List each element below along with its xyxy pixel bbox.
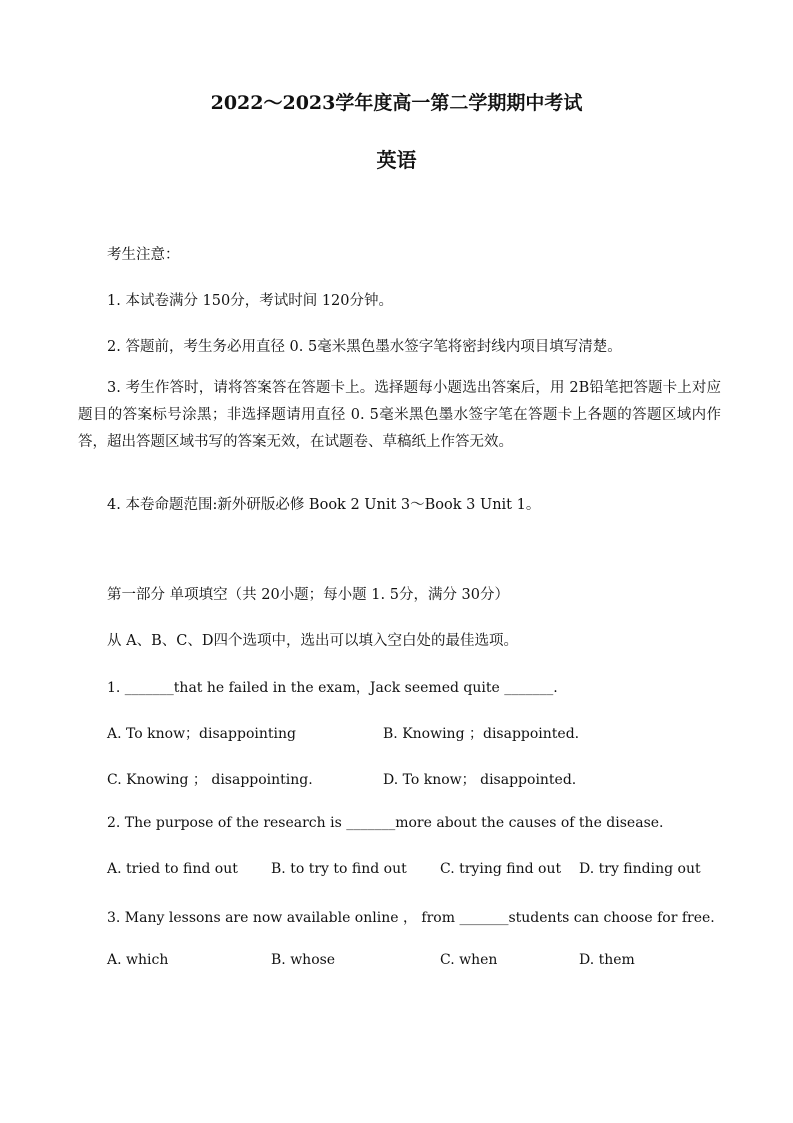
question-3-option-a: A. which <box>107 952 169 968</box>
notice-heading: 考生注意： <box>107 247 180 263</box>
subject-title: 英语 <box>376 148 417 172</box>
question-3-option-c: C. when <box>440 952 498 968</box>
question-2-option-a: A. tried to find out <box>107 861 238 877</box>
question-1-option-b: B. Knowing ；disappointed. <box>383 726 580 742</box>
section-title: 第一部分 单项填空（共 20小题；每小题 1. 5分，满分 30分） <box>107 587 510 603</box>
question-1-option-d: D. To know； disappointed. <box>383 772 577 788</box>
exam-title: 2022～2023学年度高一第二学期期中考试 <box>210 92 583 114</box>
question-1-stem: 1. _______that he failed in the exam，Jack seemed quite _______. <box>107 680 558 696</box>
question-2-stem: 2. The purpose of the research is _______more about the causes of the disease. <box>107 815 664 831</box>
question-2-option-d: D. try finding out <box>579 861 701 877</box>
question-1-option-a: A. To know；disappointing <box>107 726 296 742</box>
question-2-option-c: C. trying find out <box>440 861 562 877</box>
section-instruction: 从 A、B、C、D四个选项中，选出可以填入空白处的最佳选项。 <box>107 633 518 649</box>
notice-item-3: 3. 考生作答时，请将答案答在答题卡上。选择题每小题选出答案后，用 2B铅笔把答题卡上对应题目的答案标号涂黑；非选择题请用直径 0. 5毫米黑色墨水签字笔在答题卡上各题的答题区域内作答，超出答题区域书写的答案无效，在试题卷、草稿纸上作答无效。 <box>78 380 721 450</box>
question-2-option-b: B. to try to find out <box>271 861 407 877</box>
question-1-option-c: C. Knowing ； disappointing. <box>107 772 313 788</box>
question-3-option-d: D. them <box>579 952 635 968</box>
notice-item-1: 1. 本试卷满分 150分，考试时间 120分钟。 <box>107 293 394 309</box>
question-3-stem: 3. Many lessons are now available online ， from _______students can choose for free. <box>107 910 715 926</box>
notice-item-4: 4. 本卷命题范围:新外研版必修 Book 2 Unit 3～Book 3 Unit 1。 <box>107 497 541 513</box>
notice-item-2: 2. 答题前，考生务必用直径 0. 5毫米黑色墨水签字笔将密封线内项目填写清楚。 <box>107 339 622 355</box>
question-3-option-b: B. whose <box>271 952 336 968</box>
